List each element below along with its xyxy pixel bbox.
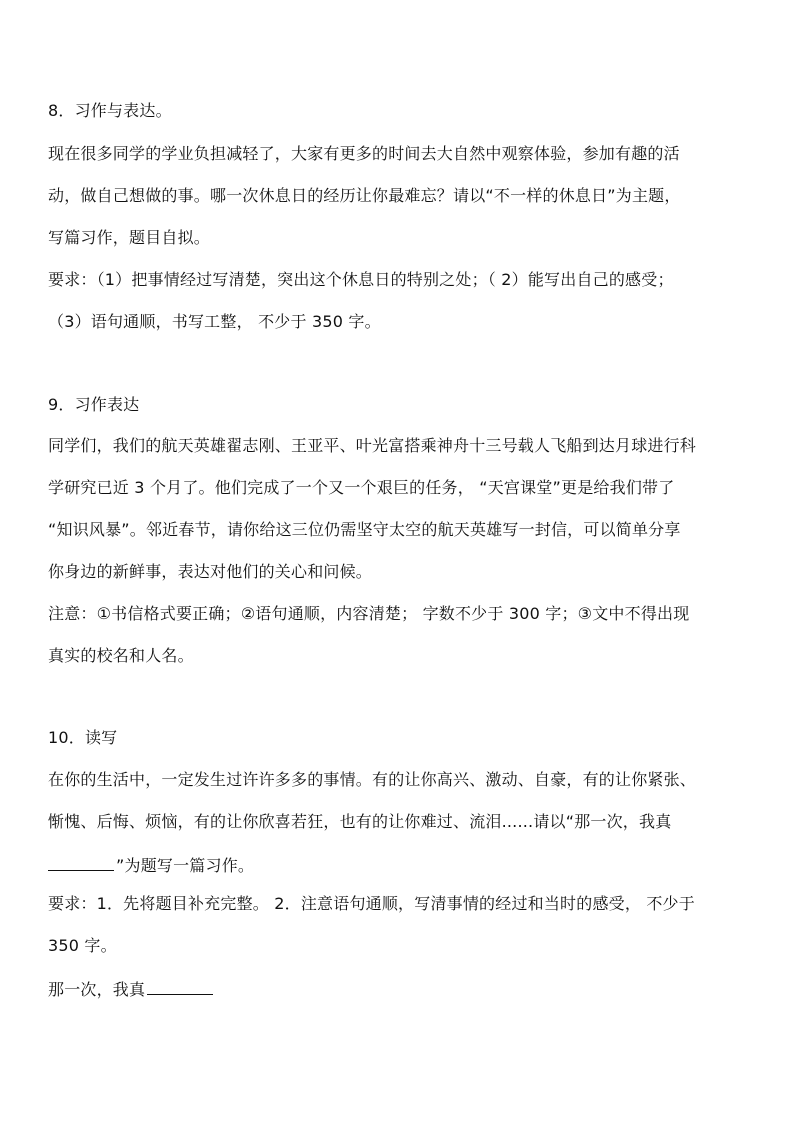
question-8-title: 8．习作与表达。 (48, 101, 172, 120)
question-9-line: 学研究已近 3 个月了。他们完成了一个又一个艰巨的任务， “天宫课堂”更是给我们带了 (48, 478, 675, 497)
question-9-line: “知识风暴”。邻近春节，请你给这三位仍需坚守太空的航天英雄写一封信，可以简单分享 (48, 520, 681, 539)
question-9-line: 你身边的新鲜事，表达对他们的关心和问候。 (48, 562, 373, 581)
question-10-answer-line (48, 978, 213, 1000)
question-9-title: 9．习作表达 (48, 395, 140, 414)
question-8-line: 动，做自己想做的事。哪一次休息日的经历让你最难忘？请以“不一样的休息日”为主题， (48, 186, 681, 205)
question-8-line: 写篇习作，题目自拟。 (48, 228, 211, 247)
question-10-title: 10．读写 (48, 728, 118, 747)
fill-in-blank[interactable] (48, 854, 114, 871)
question-9-line: 同学们，我们的航天英雄翟志刚、王亚平、叶光富搭乘神舟十三号载人飞船到达月球进行科 (48, 436, 697, 455)
answer-prefix: 那一次，我真 (48, 980, 146, 999)
question-9-notes: 真实的校名和人名。 (48, 646, 194, 665)
fill-in-blank[interactable] (147, 978, 213, 995)
question-8-requirements: 要求：（1）把事情经过写清楚，突出这个休息日的特别之处；（ 2）能写出自己的感受； (48, 270, 674, 289)
question-10-line: 惭愧、后悔、烦恼，有的让你欣喜若狂，也有的让你难过、流泪......请以“那一次，我真 (48, 812, 672, 831)
question-10-requirements: 要求：1．先将题目补充完整。 2．注意语句通顺，写清事情的经过和当时的感受， 不少于 (48, 894, 695, 913)
question-10-requirements: 350 字。 (48, 936, 117, 955)
question-10-line-text: ”为题写一篇习作。 (116, 856, 255, 875)
question-10-line: 在你的生活中，一定发生过许许多多的事情。有的让你高兴、激动、自豪，有的让你紧张、 (48, 770, 697, 789)
question-10-line (48, 854, 254, 876)
question-9-notes: 注意：①书信格式要正确；②语句通顺，内容清楚； 字数不少于 300 字；③文中不得出现 (48, 604, 690, 623)
question-8-line: 现在很多同学的学业负担减轻了，大家有更多的时间去大自然中观察体验，参加有趣的活 (48, 144, 680, 163)
question-8-requirements: （3）语句通顺，书写工整， 不少于 350 字。 (48, 312, 381, 331)
